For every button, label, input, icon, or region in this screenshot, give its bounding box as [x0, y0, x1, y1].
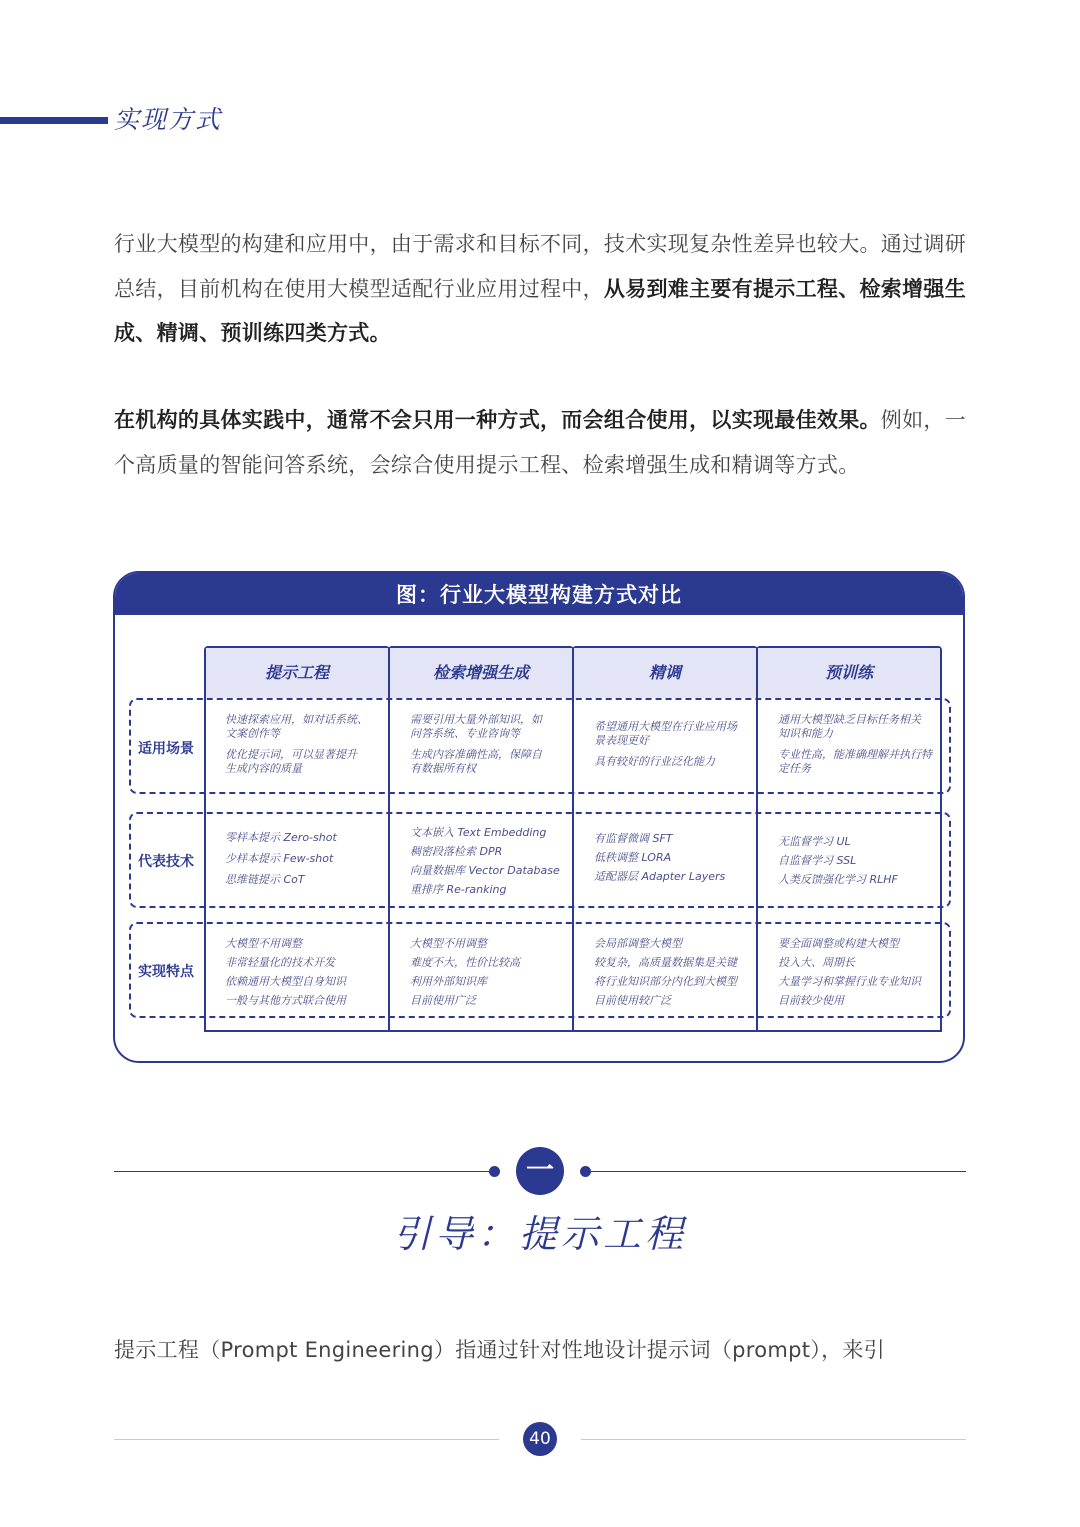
column-header-rag: 检索增强生成: [390, 648, 572, 698]
cell-line: 自监督学习 SSL: [778, 854, 857, 867]
cell-line: 向量数据库 Vector Database: [410, 864, 560, 877]
page-number: 40: [523, 1422, 557, 1456]
footer-rule-left: [114, 1439, 499, 1440]
cell-line: 文案创作等: [225, 727, 280, 740]
cell-line: 定任务: [778, 762, 811, 775]
cell-line: 人类反馈强化学习 RLHF: [778, 873, 898, 886]
practice-paragraph-bold: 在机构的具体实践中，通常不会只用一种方式，而会组合使用，以实现最佳效果。: [114, 408, 881, 432]
prompt-engineering-paragraph: 提示工程（Prompt Engineering）指通过针对性地设计提示词（prompt），来引: [114, 1338, 885, 1362]
column-header-pretrain: 预训练: [758, 648, 940, 698]
practice-paragraph-text: 例如，一个高质量的智能问答系统，会综合使用提示工程、检索增强生成和精调等方式。: [114, 408, 966, 477]
cell-line: 需要引用大量外部知识，如: [410, 713, 542, 726]
cell-line: 投入大、周期长: [778, 956, 855, 969]
cell-line: 一般与其他方式联合使用: [225, 994, 346, 1007]
chapter-number-badge: 一: [516, 1147, 564, 1195]
chapter-title: 引导：提示工程: [392, 1212, 687, 1256]
section-accent-bar: [0, 117, 108, 124]
cell-scenarios-pretrain: [778, 713, 940, 776]
cell-line: 大模型不用调整: [225, 937, 302, 950]
cell-line: 利用外部知识库: [410, 975, 487, 988]
cell-line: 目前使用广泛: [410, 994, 476, 1007]
cell-scenarios-prompt: [225, 713, 385, 776]
cell-line: 希望通用大模型在行业应用场: [594, 720, 737, 733]
cell-line: 难度不大，性价比较高: [410, 956, 520, 969]
cell-line: 知识和能力: [778, 727, 833, 740]
row-label-techniques: 代表技术: [138, 854, 194, 870]
cell-line: 问答系统、专业咨询等: [410, 727, 520, 740]
cell-line: 将行业知识部分内化到大模型: [594, 975, 737, 988]
intro-paragraph-bold: 从易到难主要有提示工程、检索增强生成、精调、预训练四类方式。: [114, 276, 967, 345]
cell-line: 优化提示词，可以显著提升: [225, 748, 357, 761]
cell-techniques-prompt: [225, 827, 385, 890]
cell-line: 目前使用较广泛: [594, 994, 671, 1007]
cell-features-prompt: [225, 934, 385, 1010]
cell-line: 少样本提示 Few-shot: [225, 852, 334, 865]
row-label-features: 实现特点: [138, 964, 194, 980]
intro-paragraph: [114, 222, 974, 356]
cell-line: 有数据所有权: [410, 762, 476, 775]
cell-line: 文本嵌入 Text Embedding: [410, 826, 547, 839]
cell-line: 目前较少使用: [778, 994, 844, 1007]
cell-line: 生成内容的质量: [225, 762, 302, 775]
cell-features-rag: [410, 934, 570, 1010]
cell-line: 要全面调整或构建大模型: [778, 937, 899, 950]
chapter-rule-left: [114, 1171, 494, 1172]
chapter-rule-right: [586, 1171, 966, 1172]
cell-line: 零样本提示 Zero-shot: [225, 831, 337, 844]
row-label-scenarios: 适用场景: [138, 741, 194, 757]
column-header-prompt: 提示工程: [206, 648, 388, 698]
cell-line: 依赖通用大模型自身知识: [225, 975, 346, 988]
cell-line: 生成内容准确性高，保障自: [410, 748, 542, 761]
cell-line: 思维链提示 CoT: [225, 873, 305, 886]
cell-line: 重排序 Re-ranking: [410, 883, 507, 896]
cell-line: 稠密段落检索 DPR: [410, 845, 503, 858]
column-header-finetune: 精调: [574, 648, 756, 698]
cell-techniques-rag: [410, 823, 570, 899]
cell-line: 景表现更好: [594, 734, 649, 747]
cell-line: 非常轻量化的技术开发: [225, 956, 335, 969]
figure-title: 图：行业大模型构建方式对比: [115, 573, 963, 615]
practice-paragraph: [114, 398, 974, 487]
cell-techniques-pretrain: [778, 832, 938, 889]
cell-line: 有监督微调 SFT: [594, 832, 673, 845]
cell-features-pretrain: [778, 934, 940, 1010]
cell-line: 低秩调整 LORA: [594, 851, 672, 864]
cell-line: 适配器层 Adapter Layers: [594, 870, 726, 883]
cell-line: 较复杂，高质量数据集是关键: [594, 956, 737, 969]
chapter-dot-left: [489, 1166, 500, 1177]
intro-paragraph-text: 行业大模型的构建和应用中，由于需求和目标不同，技术实现复杂性差异也较大。通过调研总结，目前机构在使用大模型适配行业应用过程中，: [114, 232, 966, 301]
cell-scenarios-finetune: [594, 720, 754, 769]
cell-line: 通用大模型缺乏目标任务相关: [778, 713, 921, 726]
cell-line: 大模型不用调整: [410, 937, 487, 950]
footer-rule-right: [581, 1439, 966, 1440]
cell-features-finetune: [594, 934, 756, 1010]
cell-line: 具有较好的行业泛化能力: [594, 755, 715, 768]
cell-line: 无监督学习 UL: [778, 835, 851, 848]
cell-line: 会局部调整大模型: [594, 937, 682, 950]
cell-techniques-finetune: [594, 829, 754, 886]
cell-line: 大量学习和掌握行业专业知识: [778, 975, 921, 988]
section-title: 实现方式: [114, 105, 223, 134]
cell-line: 快速探索应用，如对话系统、: [225, 713, 368, 726]
cell-scenarios-rag: [410, 713, 570, 776]
cell-line: 专业性高，能准确理解并执行特: [778, 748, 932, 761]
